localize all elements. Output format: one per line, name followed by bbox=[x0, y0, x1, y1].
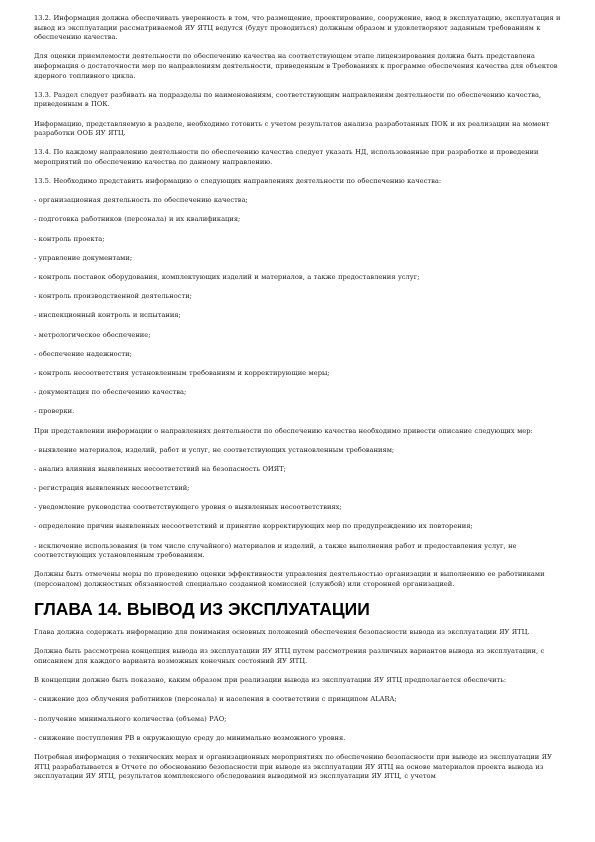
paragraph: - выявление материалов, изделий, работ и услуг, не соответствующих установленным требованиям; bbox=[34, 445, 395, 454]
paragraph: 13.2. Информация должна обеспечивать уверенность в том, что размещение, проектирование, сооружение, ввод в эксплуатацию, эксплуатация и вывод из эксплуатации рассматриваемой ЯУ ЯТЦ ведутся (будут проводиться) должным образом и удовлетворяют заданным требованиям к обеспечению качества. bbox=[34, 14, 561, 42]
paragraph: - контроль поставок оборудования, комплектующих изделий и материалов, а также предоставления услуг; bbox=[34, 273, 420, 282]
chapter-heading: ГЛАВА 14. ВЫВОД ИЗ ЭКСПЛУАТАЦИИ bbox=[34, 599, 370, 620]
paragraph: - подготовка работников (персонала) и их квалификация; bbox=[34, 215, 241, 224]
paragraph: - анализ влияния выявленных несоответствий на безопасность ОИЯТ; bbox=[34, 464, 286, 473]
paragraph: - контроль несоответствия установленным требованиям и корректирующие меры; bbox=[34, 368, 330, 377]
paragraph: При представлении информации о направлениях деятельности по обеспечению качества необходимо привести описание следующих мер: bbox=[34, 426, 533, 435]
paragraph: - проверки. bbox=[34, 407, 75, 416]
paragraph: 13.4. По каждому направлению деятельности по обеспечению качества следует указать НД, использованные при разработке и проведении мероприятий по обеспечению качества по данному направлению. bbox=[34, 148, 539, 166]
paragraph: - контроль проекта; bbox=[34, 234, 105, 243]
paragraph: Информацию, представляемую в разделе, необходимо готовить с учетом результатов анализа разработанных ПОК и их реализации на момент разработки ООБ ЯУ ЯТЦ. bbox=[34, 119, 550, 138]
paragraph: 13.3. Раздел следует разбивать на подразделы по наименованиям, соответствующим направлениям деятельности по обеспечению качества, приведенным в ПОК. bbox=[34, 90, 542, 109]
paragraph: - регистрация выявленных несоответствий; bbox=[34, 484, 190, 493]
paragraph: - исключение использования (в том числе случайного) материалов и изделий, а также выполнения работ и предоставления услуг, не соответствующих установленным требованиям. bbox=[34, 541, 517, 560]
paragraph: Потребная информация о технических мерах и организационных мероприятиях по обеспечению безопасности при выводе из эксплуатации ЯУ ЯТЦ разрабатывается в Отчете по обоснованию безопасности при выводе из эксплуатации ЯУ ЯТЦ на основе материалов проекта вывода из эксплуатации ЯУ ЯТЦ, результатов комплексного обследования выводимой из эксплуатации ЯУ ЯТЦ, с учетом bbox=[34, 752, 552, 781]
paragraph: 13.5. Необходимо представить информацию о следующих направлениях деятельности по обеспечению качества: bbox=[34, 177, 442, 186]
paragraph: - управление документами; bbox=[34, 253, 133, 262]
paragraph: - метрологическое обеспечение; bbox=[34, 330, 151, 339]
paragraph: Для оценки приемлемости деятельности по обеспечению качества на соответствующем этапе лицензирования должна быть представлена информация о достаточности мер по направлениям деятельности, приведенным в Требованиях к программе обеспечения качества для объектов ядерного топливного цикла. bbox=[34, 52, 558, 80]
paragraph: Глава должна содержать информацию для понимания основных положений обеспечения безопасности вывода из эксплуатации ЯУ ЯТЦ. bbox=[34, 628, 530, 637]
paragraph: - уведомление руководства соответствующего уровня о выявленных несоответствиях; bbox=[34, 503, 342, 512]
paragraph: Должна быть рассмотрена концепция вывода из эксплуатации ЯУ ЯТЦ путем рассмотрения различных вариантов вывода из эксплуатации, с описанием для каждого варианта возможных конечных состояний ЯУ ЯТЦ. bbox=[34, 647, 545, 665]
paragraph: Должны быть отмечены меры по проведению оценки эффективности управления деятельностью организации и выполнению ее работниками (персоналом) должностных обязанностей специально созданной комиссией (службой) или сторонней организацией. bbox=[34, 570, 545, 589]
paragraph: - документация по обеспечению качества; bbox=[34, 388, 187, 397]
paragraph: - снижение доз облучения работников (персонала) и населения в соответствии с принципом ALARA; bbox=[34, 695, 397, 704]
paragraph: В концепции должно быть показано, каким образом при реализации вывода из эксплуатации ЯУ ЯТЦ предполагается обеспечить: bbox=[34, 676, 507, 685]
paragraph: - определение причин выявленных несоответствий и принятие корректирующих мер по предупреждению их повторения; bbox=[34, 522, 473, 531]
paragraph: - снижение поступления РВ в окружающую среду до минимально возможного уровня. bbox=[34, 733, 346, 742]
paragraph: - обеспечение надежности; bbox=[34, 349, 132, 358]
paragraph: - контроль производственной деятельности; bbox=[34, 292, 192, 301]
paragraph: - получение минимального количества (объема) РАО; bbox=[34, 714, 227, 723]
paragraph: - инспекционный контроль и испытания; bbox=[34, 311, 181, 320]
paragraph: - организационная деятельность по обеспечению качества; bbox=[34, 196, 248, 205]
